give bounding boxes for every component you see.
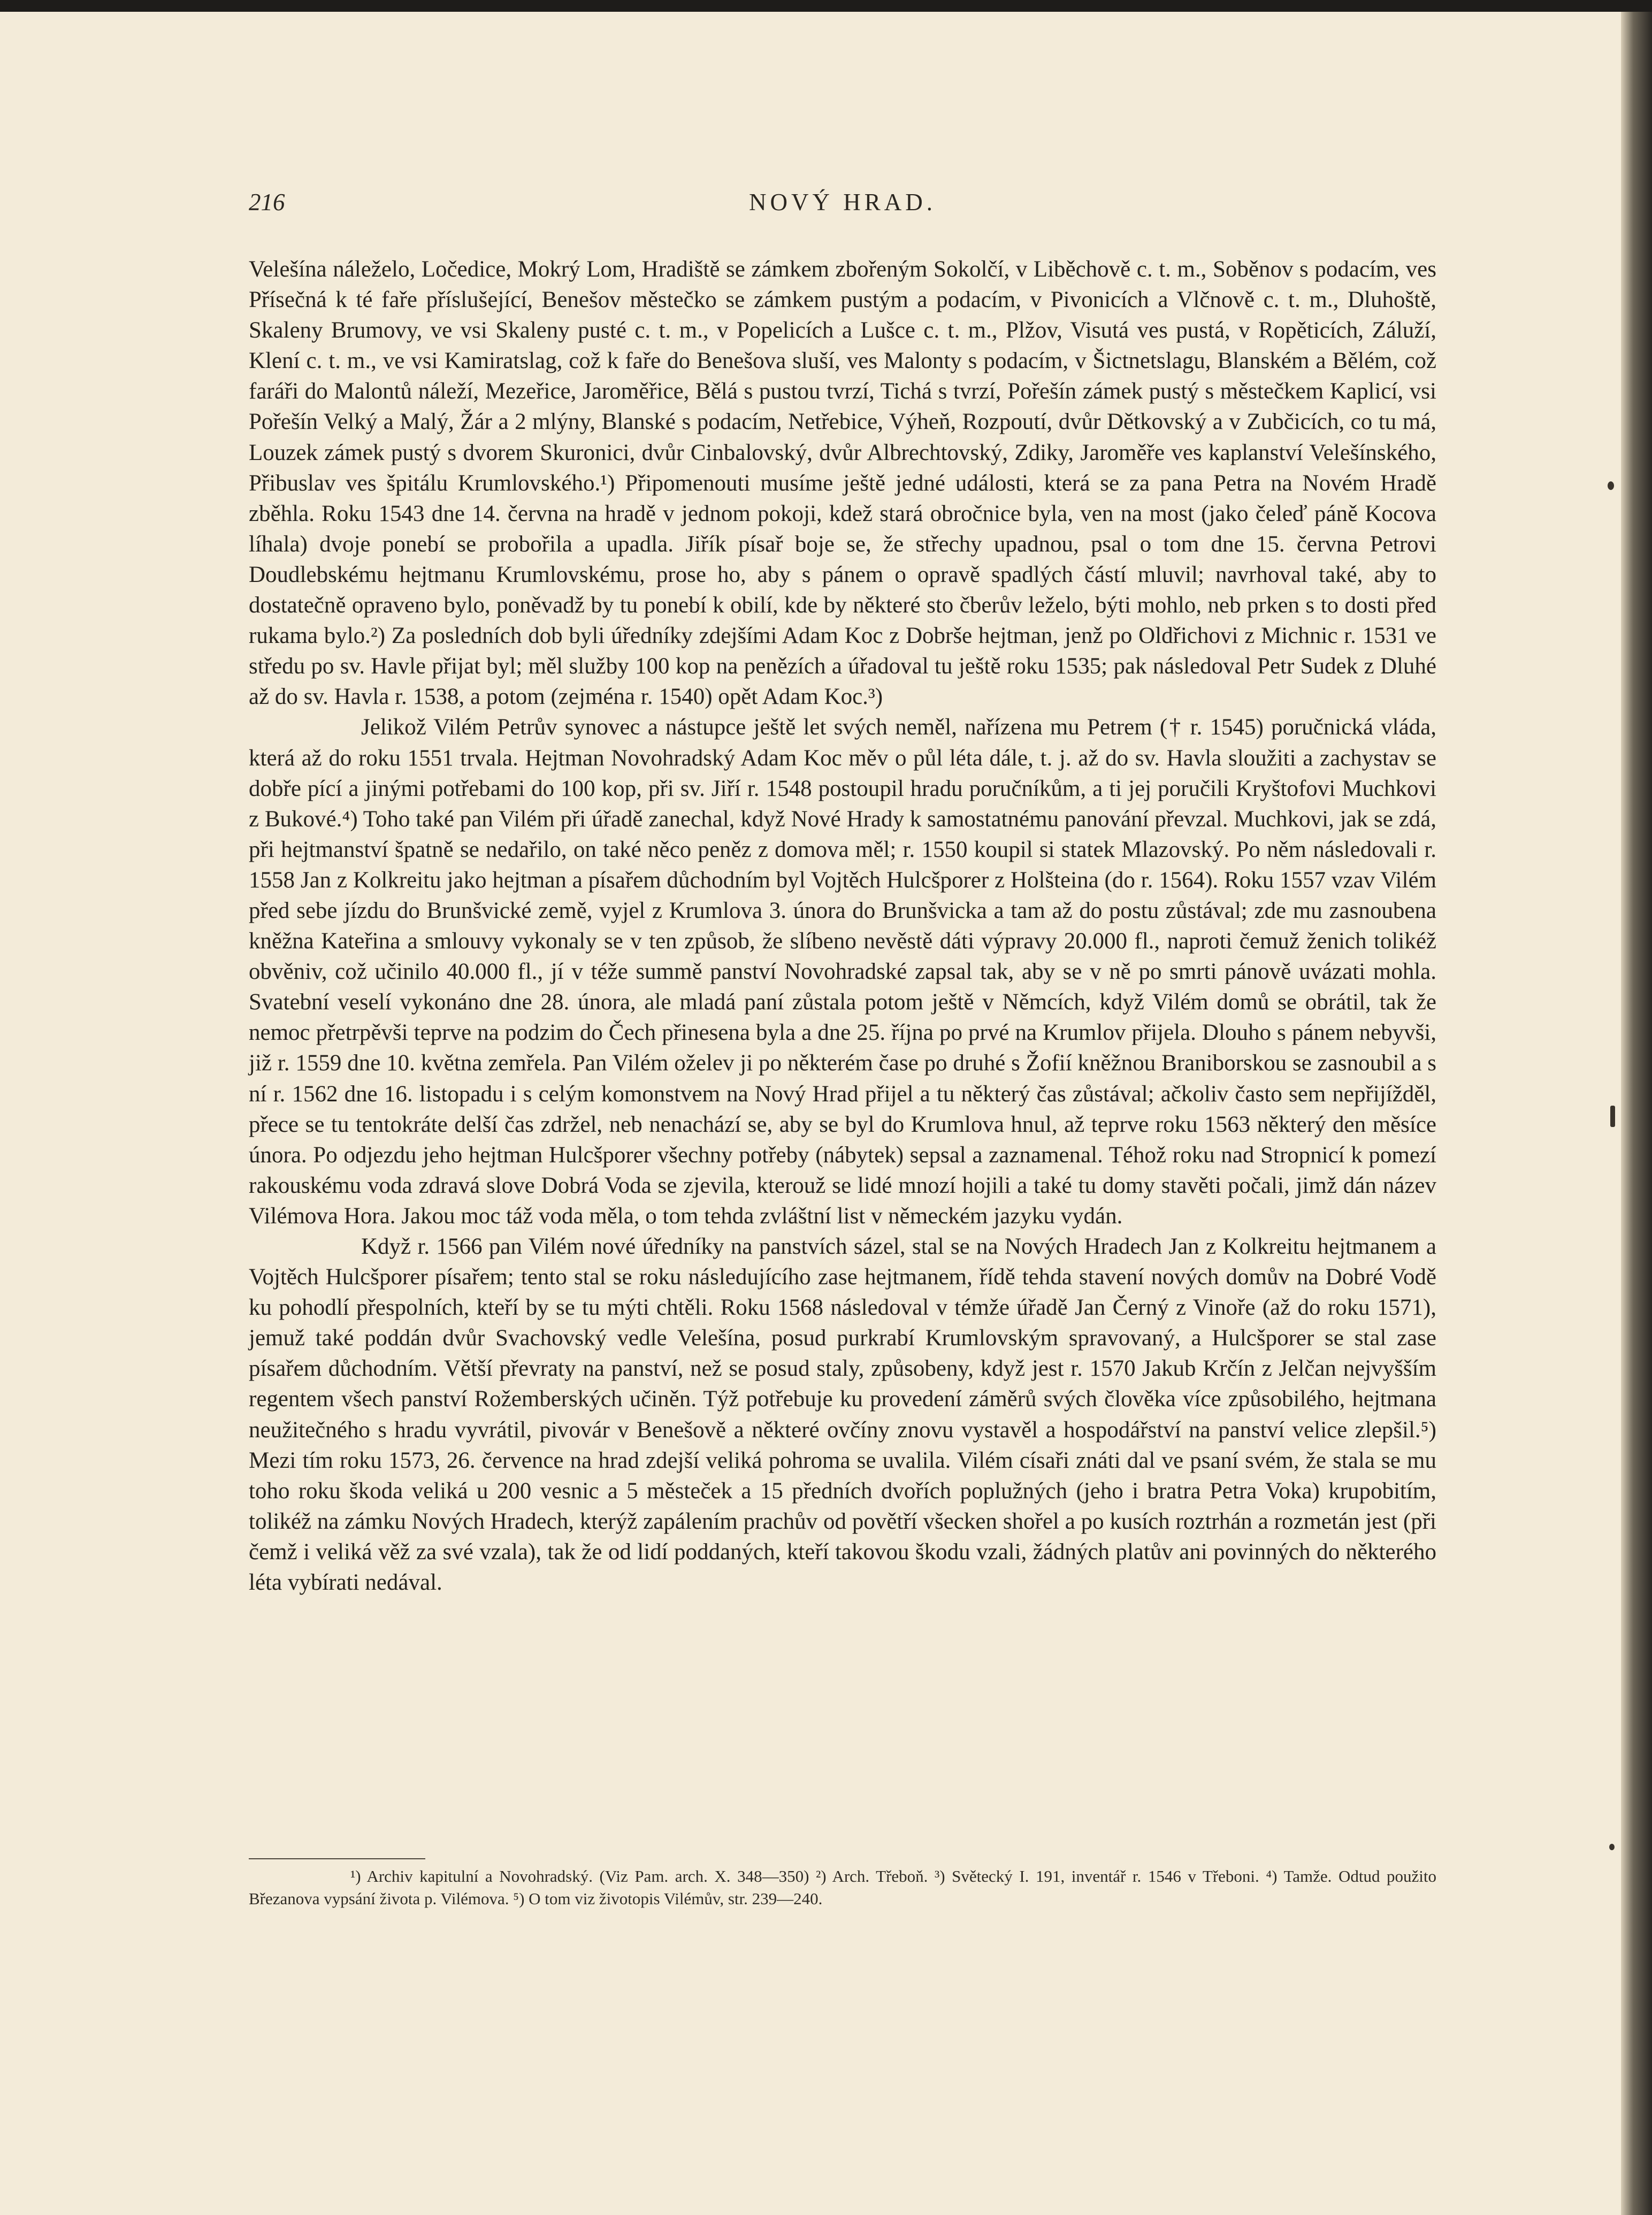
footnotes: [249, 1865, 1436, 1910]
margin-mark: [1610, 1106, 1615, 1127]
page-edge-shadow: [1621, 12, 1652, 2215]
main-text: [249, 254, 1436, 1598]
paragraph-2: Jelikož Vilém Petrův synovec a nástupce ještě let svých neměl, nařízena mu Petrem († r. 1545) poručnická vláda, která až do roku 1551 trvala. Hejtman Novohradský Adam Koc měv o půl léta dále, t. j. až do sv. Havla sloužiti a zachystav se dobře pící a jinými potřebami do 100 kop, při sv. Jiří r. 1548 postoupil hradu poručníkům, a ti jej poručili Kryštofovi Muchkovi z Bukové.⁴) Toho také pan Vilém při úřadě zanechal, když Nové Hrady k samostatnému panování převzal. Muchkovi, jak se zdá, při hejtmanství špatně se nedařilo, on také něco peněz z domova měl; r. 1550 koupil si statek Mlazovský. Po něm následovali r. 1558 Jan z Kolkreitu jako hejtman a písařem důchodním byl Vojtěch Hulcšporer z Holšteina (do r. 1564). Roku 1557 vzav Vilém před sebe jízdu do Brunšvické země, vyjel z Krumlova 3. února do Brunšvicka a tam až do postu zůstával; zde mu zasnoubena kněžna Kateřina a smlouvy vykonaly se v ten způsob, že slíbeno nevěstě dáti výpravy 20.000 fl., naproti čemuž ženich tolikéž obvěniv, což učinilo 40.000 fl., jí v téže summě panství Novohradské zapsal tak, aby se v ně po smrti pánově uvázati mohla. Svatební veselí vykonáno dne 28. února, ale mladá paní zůstala potom ještě v Němcích, když Vilém domů se obrátil, tak že nemoc přetrpěvši teprve na podzim do Čech přinesena byla a dne 25. října po prvé na Krumlov přijela. Dlouho s pánem nebyvši, již r. 1559 dne 10. května zemřela. Pan Vilém oželev ji po některém čase po druhé s Žofií kněžnou Braniborskou se zasnoubil a s ní r. 1562 dne 16. listopadu i s celým komonstvem na Nový Hrad přijel a tu některý čas zůstával; ačkoliv často sem nepřijížděl, přece se tu tentokráte delší čas zdržel, neb nenachází se, aby se byl do Krumlova hnul, až teprve roku 1563 některý den měsíce února. Po odjezdu jeho hejtman Hulcšporer všechny potřeby (nábytek) sepsal a zaznamenal. Téhož roku nad Stropnicí k pomezí rakouskému voda zdravá slove Dobrá Voda se zjevila, kterouž se lidé mnozí hojili a také tu domy stavěti počali, jimž dán název Vilémova Hora. Jakou moc táž voda měla, o tom tehda zvláštní list v německém jazyku vydán.: [249, 715, 1436, 1229]
footnote-divider: [249, 1858, 425, 1859]
margin-mark: [1608, 481, 1614, 490]
paragraph-1: Velešína náleželo, Ločedice, Mokrý Lom, Hradiště se zámkem zbořeným Sokolčí, v Liběchově c. t. m., Soběnov s podacím, ves Přísečná k té faře příslušející, Benešov městečko se zámkem pustým a podacím, v Pivonicích a Vlčnově c. t. m., Dluhoště, Skaleny Brumovy, ve vsi Skaleny pusté c. t. m., v Popelicích a Lušce c. t. m., Plžov, Visutá ves pustá, v Ropěticích, Záluží, Klení c. t. m., ve vsi Kamiratslag, což k faře do Benešova sluší, ves Malonty s podacím, v Šictnetslagu, Blanském a Bělém, což faráři do Malontů náleží, Mezeřice, Jaroměřice, Bělá s pustou tvrzí, Tichá s tvrzí, Pořešín zámek pustý s městečkem Kaplicí, vsi Pořešín Velký a Malý, Žár a 2 mlýny, Blanské s podacím, Netřebice, Výheň, Rozpoutí, dvůr Dětkovský a v Zubčicích, co tu má, Louzek zámek pustý s dvorem Skuronici, dvůr Cinbalovský, dvůr Albrechtovský, Zdiky, Jaroměře ves kaplanství Velešínského, Přibuslav ves špitálu Krumlovského.¹) Připomenouti musíme ještě jedné události, která se za pana Petra na Novém Hradě zběhla. Roku 1543 dne 14. června na hradě v jednom pokoji, kdež stará obročnice byla, ven na most (jako čeleď páně Kocova líhala) dvoje ponebí se probořila a upadla. Jiřík písař boje se, že střechy upadnou, psal o tom dne 15. června Petrovi Doudlebskému hejtmanu Krumlovskému, prose ho, aby s pánem o opravě spadlých částí mluvil; navrhoval také, aby to dostatečně opraveno bylo, poněvadž by tu ponebí k obilí, kde by některé sto čberův leželo, býti mohlo, neb prken s to dosti před rukama bylo.²) Za posledních dob byli úředníky zdejšími Adam Koc z Dobrše hejtman, jenž po Oldřichovi z Michnic r. 1531 ve středu po sv. Havle přijat byl; měl služby 100 kop na penězích a úřadoval tu ještě roku 1535; pak následoval Petr Sudek z Dluhé až do sv. Havla r. 1538, a potom (zejména r. 1540) opět Adam Koc.³): [249, 257, 1436, 710]
running-title: NOVÝ HRAD.: [749, 189, 936, 216]
page-header: [249, 188, 1436, 226]
paragraph-3: Když r. 1566 pan Vilém nové úředníky na panstvích sázel, stal se na Nových Hradech Jan z Kolkreitu hejtmanem a Vojtěch Hulcšporer písařem; tento stal se roku následujícího zase hejtmanem, řídě tehda stavení nových domův na Dobré Vodě ku pohodlí přespolních, kteří by se tu mýti chtěli. Roku 1568 následoval v témže úřadě Jan Černý z Vinoře (až do roku 1571), jemuž také poddán dvůr Svachovský vedle Velešína, posud purkrabí Krumlovským spravovaný, a Hulcšporer se stal zase písařem důchodním. Větší převraty na panství, než se posud staly, způsobeny, když jest r. 1570 Jakub Krčín z Jelčan nejvyšším regentem všech panství Rožemberských učiněn. Týž potřebuje ku provedení záměrů svých člověka více způsobilého, hejtmana neužitečného s hradu vyvrátil, pivovár v Benešově a některé ovčíny znovu vystavěl a hospodářství na panství velice zlepšil.⁵) Mezi tím roku 1573, 26. července na hrad zdejší veliká pohroma se uvalila. Vilém císaři znáti dal ve psaní svém, že stala se mu toho roku škoda veliká u 200 vesnic a 5 městeček a 15 předních dvořích poplužných (jeho i bratra Petra Voka) krupobitím, tolikéž na zámku Nových Hradech, kterýž zapálením prachův od povětří všecken shořel a po kusích roztrhán a rozmetán jest (při čemž i veliká věž za své vzala), tak že od lidí poddaných, kteří takovou škodu vzali, žádných platův ani povinných do některého léta vybírati nedával.: [249, 1234, 1436, 1596]
book-page: [0, 12, 1621, 2215]
margin-mark: [1609, 1844, 1615, 1850]
page-number: 216: [249, 189, 285, 216]
footnote-text: ¹) Archiv kapitulní a Novohradský. (Viz Pam. arch. X. 348—350) ²) Arch. Třeboň. ³) Světecký I. 191, inventář r. 1546 v Třeboni. ⁴) Tamže. Odtud použito Březanova vypsání života p. Vilémova. ⁵) O tom viz životopis Vilémův, str. 239—240.: [249, 1867, 1436, 1908]
